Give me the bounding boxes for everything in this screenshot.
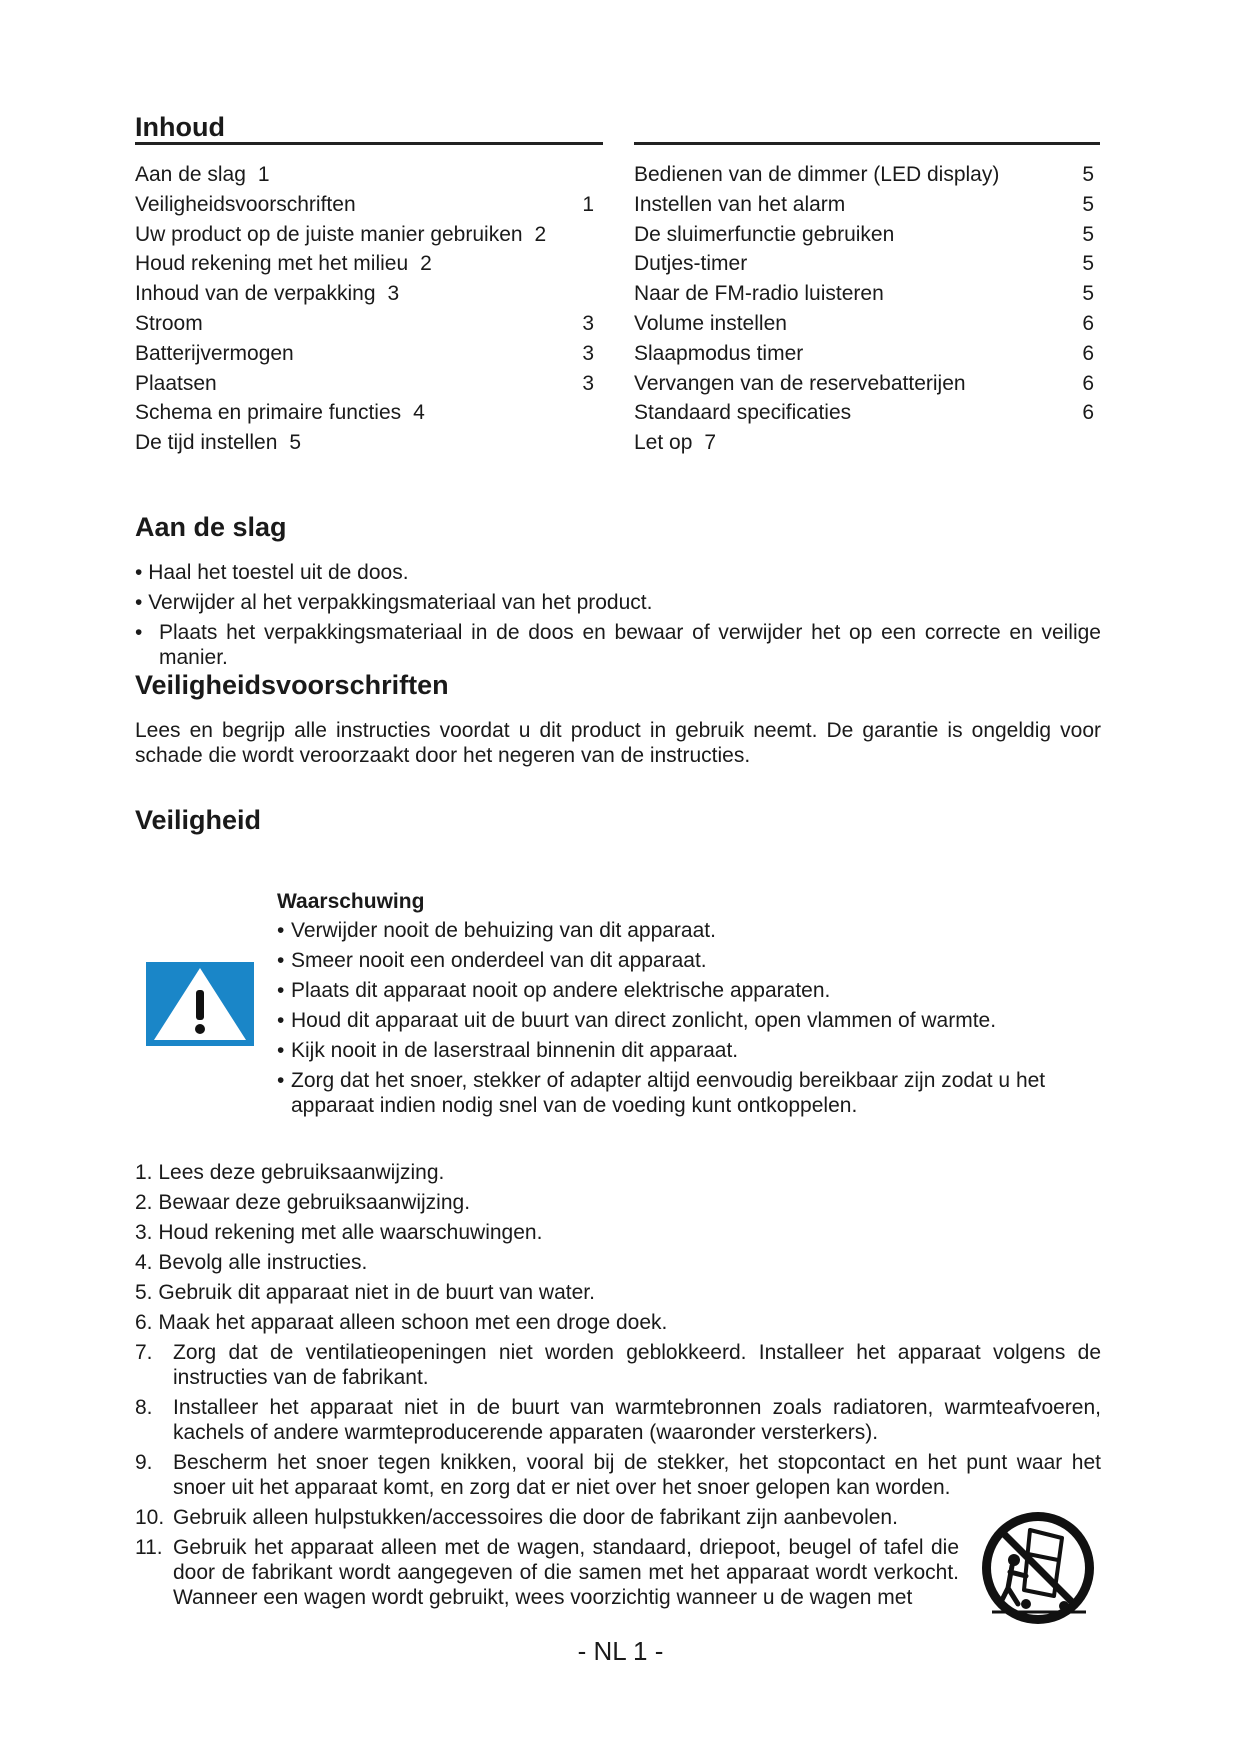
toc-entry bbox=[634, 309, 1100, 339]
toc-entry bbox=[135, 339, 600, 369]
instruction-item: 2. Bewaar deze gebruiksaanwijzing. bbox=[135, 1191, 471, 1214]
toc-entry-page: 6 bbox=[1082, 341, 1094, 365]
toc-entry bbox=[135, 220, 600, 250]
toc-entry bbox=[634, 279, 1100, 309]
instruction-item: 7. Zorg dat de ventilatieopeningen niet worden geblokkeerd. Installeer het apparaat volgens de instructies van de fabrikant. bbox=[135, 1341, 1101, 1389]
toc-entry-page: 3 bbox=[582, 341, 594, 365]
toc-entry-page: 5 bbox=[1082, 222, 1094, 246]
section-heading-veiligheidsvoorschriften: Veiligheidsvoorschriften bbox=[135, 670, 449, 700]
instruction-item: 4. Bevolg alle instructies. bbox=[135, 1251, 368, 1274]
warning-triangle-icon bbox=[146, 962, 254, 1046]
toc-entry bbox=[135, 249, 600, 279]
aan-de-slag-bullets bbox=[135, 560, 1101, 675]
instruction-item: 1. Lees deze gebruiksaanwijzing. bbox=[135, 1161, 445, 1184]
toc-entry-page: 1 bbox=[257, 163, 270, 186]
toc-entry bbox=[634, 249, 1100, 279]
warning-item: • Plaats dit apparaat nooit op andere elektrische apparaten. bbox=[277, 979, 831, 1002]
toc-column-left bbox=[135, 160, 600, 458]
instruction-list bbox=[135, 1160, 1101, 1615]
toc-entry bbox=[135, 190, 600, 220]
toc-entry bbox=[634, 398, 1100, 428]
toc-entry-page: 3 bbox=[582, 371, 594, 395]
warning-block bbox=[277, 888, 1097, 1123]
toc-entry-page: 2 bbox=[534, 222, 547, 246]
toc-entry-label: Batterijvermogen bbox=[135, 341, 294, 365]
instruction-item: 5. Gebruik dit apparaat niet in de buurt van water. bbox=[135, 1281, 595, 1304]
toc-entry-label: Aan de slag bbox=[135, 163, 246, 186]
page-number: - NL 1 - bbox=[577, 1636, 664, 1666]
toc-entry bbox=[634, 428, 1100, 458]
instruction-item: 6. Maak het apparaat alleen schoon met een droge doek. bbox=[135, 1311, 668, 1334]
toc-entry-label: Stroom bbox=[135, 311, 203, 335]
toc-entry-page: 4 bbox=[413, 401, 425, 425]
toc-entry bbox=[634, 220, 1100, 250]
toc-entry-page: 5 bbox=[1082, 282, 1094, 306]
toc-entry-label: Volume instellen bbox=[634, 311, 787, 335]
toc-entry-page: 6 bbox=[1082, 401, 1094, 425]
toc-entry-page: 7 bbox=[704, 431, 717, 455]
toc-entry-label: Slaapmodus timer bbox=[634, 341, 804, 365]
instruction-item: 9. Bescherm het snoer tegen knikken, vooral bij de stekker, het stopcontact en het punt waar het snoer uit het apparaat komt, en zorg dat er niet over het snoer gelopen kan worden. bbox=[135, 1451, 1101, 1499]
toc-entry-page: 2 bbox=[420, 252, 432, 276]
list-item: • Haal het toestel uit de doos. bbox=[135, 561, 409, 584]
warning-title: Waarschuwing bbox=[277, 890, 425, 913]
toc-entry bbox=[135, 369, 600, 399]
list-item: • Plaats het verpakkingsmateriaal in de doos en bewaar of verwijder het op een correcte en veilige manier. bbox=[135, 621, 1101, 669]
toc-entry bbox=[135, 398, 600, 428]
toc-entry-label: Plaatsen bbox=[135, 371, 217, 395]
cart-tipover-warning-icon bbox=[978, 1508, 1098, 1628]
toc-entry-label: Veiligheidsvoorschriften bbox=[135, 192, 356, 216]
toc-entry bbox=[135, 428, 600, 458]
toc-entry bbox=[135, 279, 600, 309]
toc-entry-label: Dutjes-timer bbox=[634, 252, 748, 276]
toc-title: Inhoud bbox=[135, 112, 225, 142]
veiligheidsvoorschriften-text: Lees en begrijp alle instructies voordat u dit product in gebruik neemt. De garantie is ongeldig voor schade die wordt veroorzaakt door het negeren van de instructies. bbox=[135, 719, 1101, 767]
toc-entry-page: 5 bbox=[1082, 252, 1094, 276]
toc-entry-page: 6 bbox=[1082, 311, 1094, 335]
toc-column-right bbox=[634, 160, 1100, 458]
toc-entry-label: Let op bbox=[634, 431, 693, 455]
toc-entry-label: De tijd instellen bbox=[135, 431, 278, 455]
toc-entry-label: De sluimerfunctie gebruiken bbox=[634, 222, 895, 246]
toc-rule-left bbox=[135, 142, 603, 145]
instruction-item: 8. Installeer het apparaat niet in de buurt van warmtebronnen zoals radiatoren, warmteafvoeren, kachels of andere warmteproducerende apparaten (waaronder versterkers). bbox=[135, 1396, 1101, 1444]
toc-entry-page: 5 bbox=[1082, 163, 1094, 186]
instruction-item: 10. Gebruik alleen hulpstukken/accessoires die door de fabrikant zijn aanbevolen. bbox=[135, 1506, 898, 1529]
warning-item: • Kijk nooit in de laserstraal binnenin dit apparaat. bbox=[277, 1039, 739, 1062]
toc-entry-label: Instellen van het alarm bbox=[634, 192, 846, 216]
toc-entry-label: Houd rekening met het milieu bbox=[135, 252, 409, 276]
warning-item: • Verwijder nooit de behuizing van dit apparaat. bbox=[277, 919, 716, 942]
toc-entry-label: Inhoud van de verpakking bbox=[135, 282, 376, 306]
toc-entry bbox=[634, 339, 1100, 369]
toc-entry bbox=[634, 369, 1100, 399]
toc-entry-page: 6 bbox=[1082, 371, 1094, 395]
toc-entry-page: 5 bbox=[1082, 192, 1094, 216]
toc-entry-label: Uw product op de juiste manier gebruiken bbox=[135, 222, 523, 246]
warning-item: • Zorg dat het snoer, stekker of adapter altijd eenvoudig bereikbaar zijn zodat u het apparaat indien nodig snel van de voeding kunt ontkoppelen. bbox=[277, 1069, 1046, 1117]
toc-entry-page: 3 bbox=[387, 282, 400, 306]
toc-entry-label: Bedienen van de dimmer (LED display) bbox=[634, 163, 1000, 186]
toc-entry bbox=[634, 160, 1100, 190]
instruction-item: 11. Gebruik het apparaat alleen met de wagen, standaard, driepoot, beugel of tafel die door de fabrikant wordt aangegeven of die samen met het apparaat wordt verkocht. Wanneer een wagen wordt gebruikt, wees voorzichtig wanneer u de wagen met bbox=[135, 1536, 959, 1609]
instruction-item: 3. Houd rekening met alle waarschuwingen. bbox=[135, 1221, 543, 1244]
toc-entry bbox=[135, 309, 600, 339]
section-heading-veiligheid: Veiligheid bbox=[135, 805, 262, 835]
toc-entry-page: 5 bbox=[289, 431, 302, 455]
toc-entry-label: Schema en primaire functies bbox=[135, 401, 402, 425]
toc-entry-label: Naar de FM-radio luisteren bbox=[634, 282, 884, 306]
toc-entry-page: 3 bbox=[582, 311, 594, 335]
list-item: • Verwijder al het verpakkingsmateriaal van het product. bbox=[135, 591, 653, 614]
toc-entry-label: Standaard specificaties bbox=[634, 401, 852, 425]
toc-rule-right bbox=[634, 142, 1100, 145]
toc-entry bbox=[634, 190, 1100, 220]
toc-entry-label: Vervangen van de reservebatterijen bbox=[634, 371, 966, 395]
warning-item: • Houd dit apparaat uit de buurt van direct zonlicht, open vlammen of warmte. bbox=[277, 1009, 997, 1032]
section-heading-aan-de-slag: Aan de slag bbox=[135, 512, 287, 542]
toc-entry bbox=[135, 160, 600, 190]
warning-item: • Smeer nooit een onderdeel van dit apparaat. bbox=[277, 949, 707, 972]
toc-entry-page: 1 bbox=[582, 192, 594, 216]
